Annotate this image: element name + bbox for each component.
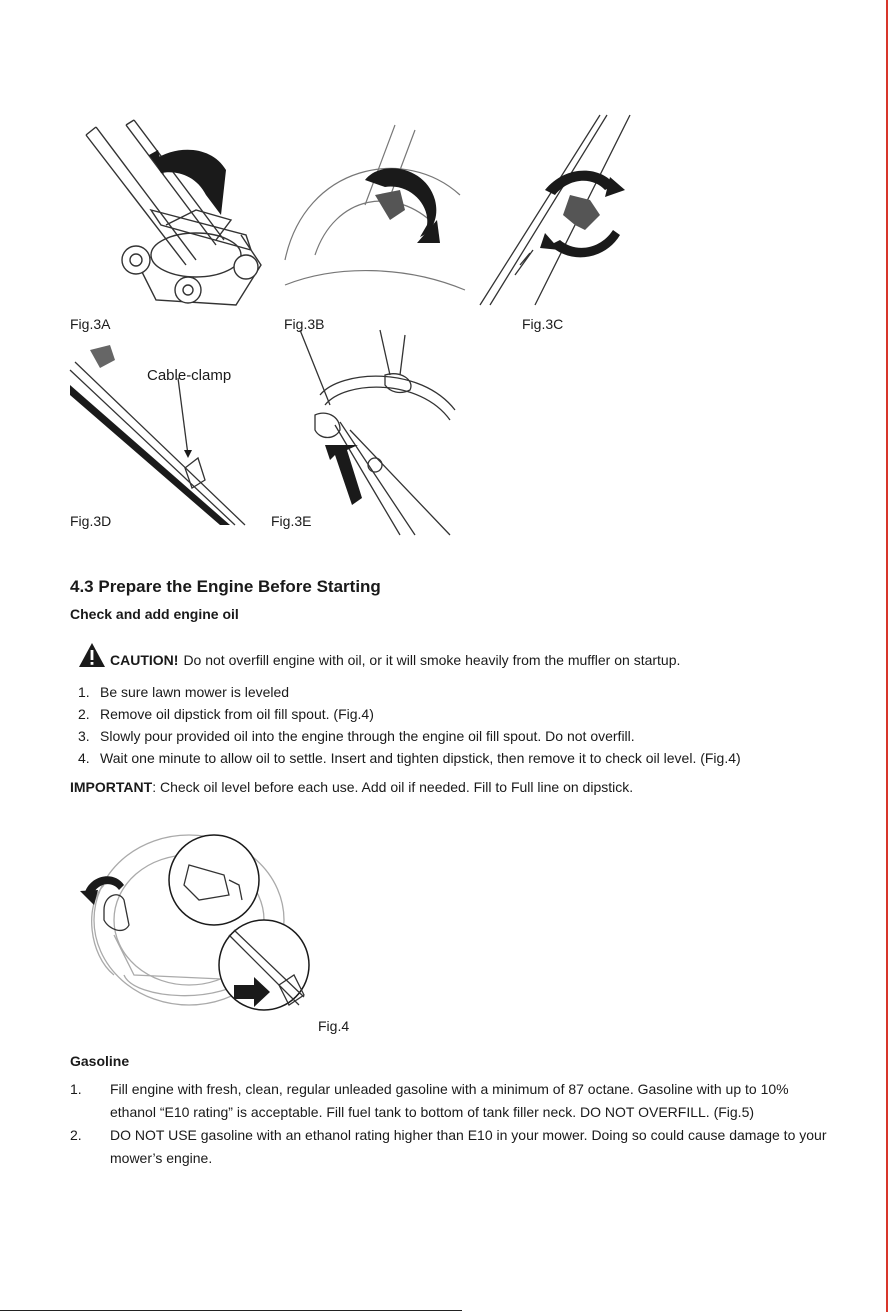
caution-label: CAUTION! xyxy=(110,652,179,668)
fig-3d-caption: Fig.3D xyxy=(70,513,112,529)
list-item: 1. Fill engine with fresh, clean, regular unleaded gasoline with a minimum of 87 octane. Gasoline with up to 10% ethanol “E10 rating” is acceptable. Fill fuel tank to bottom of tank filler neck. DO NOT OVERFILL. (Fig.5) xyxy=(70,1081,789,1120)
important-text: : Check oil level before each use. Add oil if needed. Fill to Full line on dipstick. xyxy=(152,779,634,795)
list-item: 2. Remove oil dipstick from oil fill spout. (Fig.4) xyxy=(78,706,374,722)
fig-3a-caption: Fig.3A xyxy=(70,316,111,332)
cable-clamp-label: Cable-clamp xyxy=(147,367,232,384)
caution-notice xyxy=(78,642,680,668)
page-bottom-rule xyxy=(0,1310,462,1311)
list-item: 4. Wait one minute to allow oil to settle. Insert and tighten dipstick, then remove it to check oil level. (Fig.4) xyxy=(78,750,741,766)
figure-3e-illustration xyxy=(280,330,460,535)
fig-3c-caption: Fig.3C xyxy=(522,316,564,332)
gasoline-title: Gasoline xyxy=(70,1053,130,1069)
list-item: 2. DO NOT USE gasoline with an ethanol rating higher than E10 in your mower. Doing so could cause damage to your mower’s engine. xyxy=(70,1127,827,1166)
fig-3e-caption: Fig.3E xyxy=(271,513,312,529)
list-item: 1. Be sure lawn mower is leveled xyxy=(78,684,290,700)
important-note xyxy=(70,779,633,795)
fig-3b-caption: Fig.3B xyxy=(284,316,325,332)
figure-3c-illustration xyxy=(475,115,645,310)
important-label: IMPORTANT xyxy=(70,779,153,795)
warning-triangle-icon xyxy=(78,642,106,668)
section-subtitle: Check and add engine oil xyxy=(70,606,239,622)
fig-4-caption: Fig.4 xyxy=(318,1018,350,1034)
figure-3b-illustration xyxy=(285,125,465,310)
section-title: 4.3 Prepare the Engine Before Starting xyxy=(70,577,381,596)
list-item: 3. Slowly pour provided oil into the engine through the engine oil fill spout. Do not overfill. xyxy=(78,728,635,744)
caution-text: Do not overfill engine with oil, or it will smoke heavily from the muffler on startup. xyxy=(183,652,681,668)
gasoline-list xyxy=(70,1078,830,1170)
oil-steps-list xyxy=(70,681,741,769)
figure-3a-illustration xyxy=(66,115,276,310)
figure-4-illustration xyxy=(74,825,324,1030)
